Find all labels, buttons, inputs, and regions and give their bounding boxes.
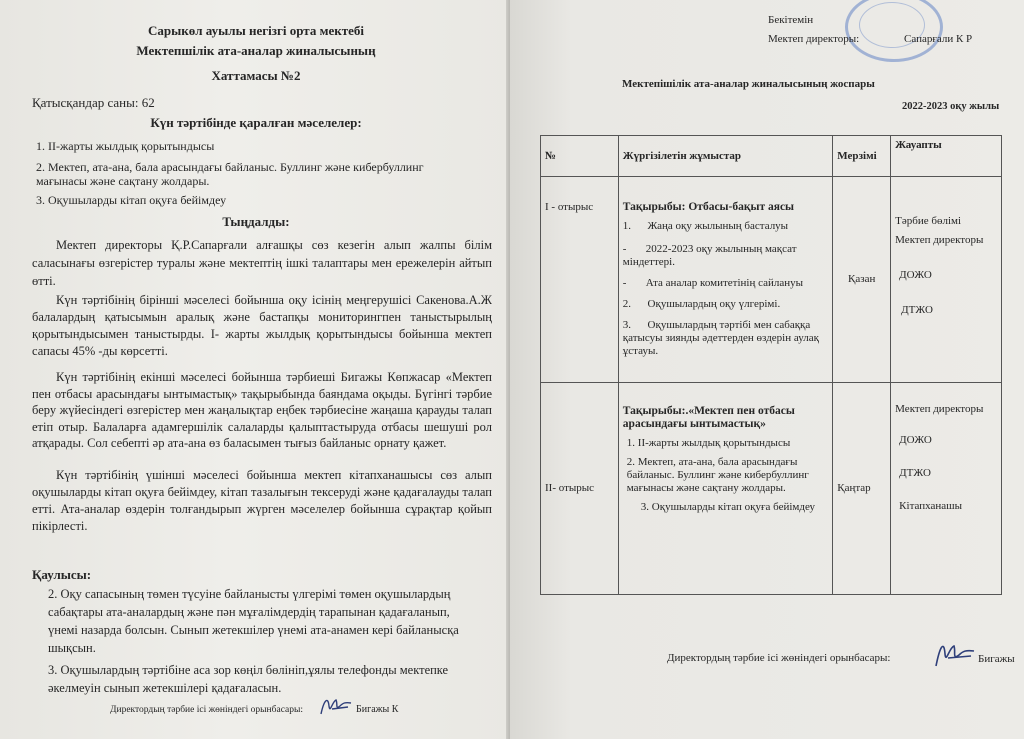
- footer-role: Директордың тәрбие ісі жөніндегі орынбасары:: [667, 652, 891, 664]
- meeting-number: ІІ- отырыс: [541, 383, 619, 595]
- agenda-item: 3. Оқушыларды кітап оқуға бейімдеу: [36, 193, 227, 207]
- signature-icon: [932, 638, 978, 670]
- plan-year: 2022-2023 оқу жылы: [902, 101, 1000, 112]
- works-cell: [618, 383, 832, 595]
- responsible: Мектеп директоры: [895, 234, 984, 246]
- column-header: №: [541, 136, 619, 177]
- plan-item: 3. Оқушылардың тәртібі мен сабаққа қатысуы зиянды әдеттерден өздерін аулақ ұстауы.: [622, 319, 819, 357]
- date-cell: Қаңтар: [833, 383, 891, 595]
- attendees-count: Қатысқандар саны: 62: [32, 95, 155, 110]
- table-row: [541, 383, 1002, 595]
- column-header: Жауапты: [891, 136, 1002, 177]
- plan-table: [540, 135, 1002, 595]
- responsible: ДТЖО: [899, 467, 931, 479]
- protocol-number: Хаттамасы №2: [211, 68, 301, 83]
- footer-name: Бигажы: [978, 653, 1015, 665]
- plan-item: 2. Оқушылардың оқу үлгерімі.: [622, 298, 781, 310]
- decision-item: 2. Оқу сапасының төмен түсуіне байланысты үлгерімі төмен оқушылардың сабақтары ата-аналардың және пән мұғалімдердің тарапынан қадағаланып, үнемі назарда болсын. Сынып жетекшілер үнемі ата-анамен кері байланысқа шықсын.: [48, 587, 459, 655]
- column-header: Мерзімі: [833, 136, 891, 177]
- meeting-title: Мектепшілік ата-аналар жиналысының: [136, 43, 376, 58]
- responsible: ДОЖО: [899, 434, 932, 446]
- heard-title: Тыңдалды:: [222, 214, 290, 229]
- responsible-cell: [891, 177, 1002, 383]
- school-name: Сарыкөл ауылы негізгі орта мектебі: [148, 23, 364, 38]
- plan-item: 1. Жаңа оқу жылының басталуы: [622, 220, 789, 232]
- responsible: Кітапханашы: [899, 500, 962, 512]
- agenda-title: Күн тәртібінде қаралған мәселелер:: [150, 115, 362, 130]
- responsible: Мектеп директоры: [895, 403, 984, 415]
- date-cell: Қазан: [833, 177, 891, 383]
- responsible: ДТЖО: [901, 304, 933, 316]
- approved-label: Бекітемін: [768, 14, 814, 26]
- signature-icon: [318, 694, 354, 718]
- plan-item: - Ата аналар комитетінің сайлануы: [622, 277, 804, 289]
- plan-item: - 2022-2023 оқу жылының мақсат міндеттері.: [622, 243, 797, 268]
- meeting-number: І - отырыс: [541, 177, 619, 383]
- plan-item: 2. Мектеп, ата-ана, бала арасындағы байланыс. Буллинг және кибербуллинг мағынасы және сақтану жолдары.: [626, 456, 809, 494]
- table-row: [541, 177, 1002, 383]
- footer-name: Бигажы К: [356, 704, 399, 715]
- responsible: Тәрбие бөлімі: [895, 215, 962, 227]
- plan-page: [510, 0, 1024, 739]
- paragraph: Күн тәртібінің үшінші мәселесі бойынша мектеп кітапханашысы сөз алып оқушыларды кітап оқуға бейімдеу, кітап тазалығын тексеруді және қадағалауды талап етті. Ата-аналар өздерін толғандырып жүрген мәселелер бойынша сұрақтар қойып пікірлесті.: [32, 468, 492, 533]
- paragraph: Күн тәртібінің бірінші мәселесі бойынша оқу ісінің меңгерушісі Сакенова.А.Ж балалардың қатысымын аралық және бастапқы мониторингпен таныстырылың қорытындысымен таныстырды. І- жарты жылдық қорытындысы бойынша мектеп сапасы 45% -ды көрсетті.: [32, 293, 492, 358]
- works-cell: [618, 177, 832, 383]
- agenda-item: 1. ІІ-жарты жылдық қорытындысы: [36, 139, 215, 153]
- responsible-cell: [891, 383, 1002, 595]
- responsible: ДОЖО: [899, 269, 932, 281]
- paragraph: Мектеп директоры Қ.Р.Сапарғали алғашқы сөз кезегін алып жалпы білім саласынағы өзгерістер туралы және мектептің ішкі талаптары мен ережелерін айтып өтті.: [32, 238, 492, 288]
- agenda-item: 2. Мектеп, ата-ана, бала арасындағы байланыс. Буллинг және кибербуллинг мағынасы және сақтану жолдары.: [36, 160, 424, 188]
- decision-item: 3. Оқушылардың тәртібіне аса зор көңіл бөлініп,ұялы телефонды мектепке әкелмеуін сынып жетекшілері қадағаласын.: [48, 663, 449, 695]
- director-name: Сапарғали К Р: [904, 33, 973, 45]
- table-header-row: [541, 136, 1002, 177]
- plan-item: 3. Оқушыларды кітап оқуға бейімдеу: [640, 501, 816, 513]
- topic: Тақырыбы:.«Мектеп пен отбасы арасындағы ынтымастық»: [622, 405, 795, 430]
- plan-item: 1. ІІ-жарты жылдық қорытындысы: [626, 437, 791, 449]
- plan-title: Мектепішілік ата-аналар жиналысының жоспары: [622, 78, 875, 90]
- topic: Тақырыбы: Отбасы-бақыт аясы: [622, 201, 795, 213]
- paragraph: Күн тәртібінің екінші мәселесі бойынша тәрбиеші Бигажы Көпжасар «Мектеп пен отбасы арасындағы ынтымастық» тақырыбында баяндама оқыды. Бүгінгі тәрбие беру жүйесіндегі өзгерістер мен жаңалықтар еңбек тәрбиесіне жаңаша қарауды талап етіп отыр. Балаларға адамгершілік салаларды қалыптастыруда отбасы шешуші рол атқарады. Сол себепті әр ата-ана өз баласымен тығыз байланыс орнату қажет.: [32, 370, 492, 450]
- decision-title: Қаулысы:: [32, 567, 92, 582]
- director-label: Мектеп директоры:: [768, 33, 860, 45]
- column-header: Жүргізілетін жұмыстар: [618, 136, 832, 177]
- footer-role: Директордың тәрбие ісі жөніндегі орынбасары:: [110, 705, 304, 715]
